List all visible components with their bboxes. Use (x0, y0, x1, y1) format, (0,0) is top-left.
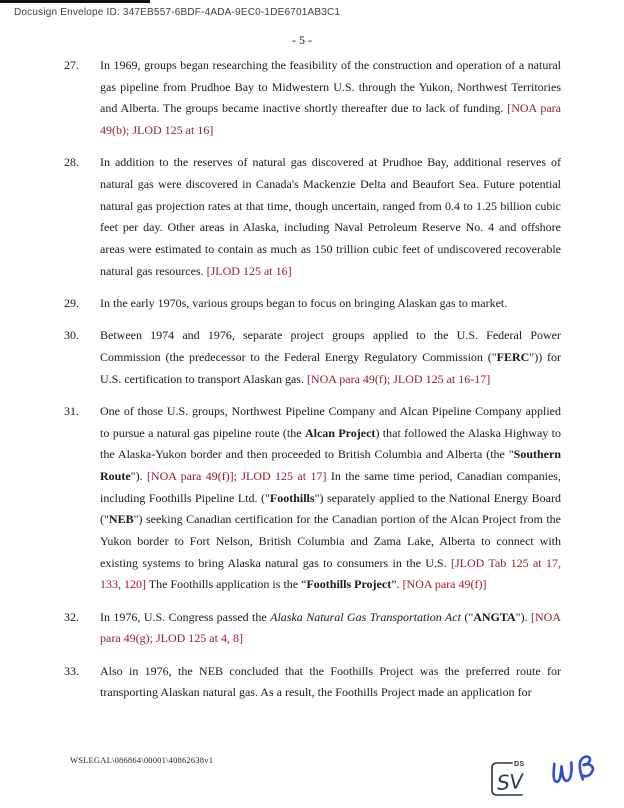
paragraph (64, 55, 561, 142)
text-segment: ”. (391, 577, 403, 592)
text-segment: "). (515, 609, 531, 624)
paragraph (64, 607, 561, 650)
text-segment: ") seeking Canadian certification for the Canadian portion of the Alcan Project from the Yukon border to Fort Nelson, British Columbia and Zama Lake, Alberta to connect with existing systems to bring Alaska natural gas to consumers in the U.S. (100, 512, 561, 570)
text-segment: In the same time period, Canadian companies, including Foothills Pipeline Ltd. (" (100, 468, 561, 505)
paragraph (64, 661, 561, 704)
paragraph-number: 31. (64, 403, 79, 418)
text-segment: ANGTA (473, 609, 516, 624)
initial-b-stroke (579, 756, 594, 779)
handwritten-initials (548, 750, 604, 794)
paragraph (64, 325, 561, 390)
paragraph (64, 293, 561, 315)
paragraph-text (100, 55, 561, 142)
paragraph-number: 32. (64, 609, 79, 624)
text-segment: ) that followed the Alaska Highway to the Alaska-Yukon border and then proceeded to British Columbia and Alberta (the " (100, 425, 561, 462)
text-segment: Foothills (269, 490, 315, 505)
text-segment: (" (460, 609, 474, 624)
text-segment: Southern Route (100, 447, 561, 483)
paragraph (64, 152, 561, 282)
paragraph-number: 28. (64, 155, 79, 170)
text-segment: In 1976, U.S. Congress passed the (100, 609, 271, 624)
text-segment: Between 1974 and 1976, separate project groups applied to the U.S. Federal Power Commission (the predecessor to the Federal Energy Regulatory Commission (" (100, 328, 561, 364)
paragraph-text (100, 661, 561, 704)
document-reference: WSLEGAL\086864\00001\40862638v1 (70, 755, 214, 765)
paragraph-number: 30. (64, 328, 79, 343)
paragraph-number: 29. (64, 296, 79, 311)
paragraph-list (64, 55, 561, 714)
paragraph-text (100, 293, 561, 315)
signature-block (484, 748, 604, 802)
text-segment: In 1969, groups began researching the feasibility of the construction and operation of a natural gas pipeline from Prudhoe Bay to Midwestern U.S. through the Yukon, Northwest Territories and Alberta. The groups became inactive shortly thereafter due to lack of funding. (100, 58, 561, 116)
initial-w-stroke (553, 762, 573, 782)
text-segment: In addition to the reserves of natural gas discovered at Prudhoe Bay, additional reserves of natural gas were discovered in Canada's Mackenzie Delta and Beaufort Sea. Future potential natural gas projection rates at that time, though uncertain, ranged from 0.4 to 1.25 billion cubic feet per day. Other areas in Alaska, including Naval Petroleum Reserve No. 4 and offshore areas were estimated to contain as much as 150 trillion cubic feet of undiscovered recoverable natural gas resources. (100, 155, 561, 278)
paragraph-text (100, 607, 561, 650)
paragraph-text (100, 152, 561, 282)
text-segment: ")) for U.S. certification to transport Alaskan gas. (100, 349, 561, 386)
text-segment: FERC (496, 349, 530, 364)
paragraph-number: 33. (64, 663, 79, 678)
paragraph-text (100, 325, 561, 390)
text-segment: Alcan Project (304, 425, 376, 440)
citation-reference: [JLOD 125 at 16] (206, 263, 292, 278)
text-segment: ") separately applied to the National Energy Board (" (100, 490, 561, 527)
text-segment: "). (130, 468, 147, 483)
text-segment: One of those U.S. groups, Northwest Pipeline Company and Alcan Pipeline Company applied to pursue a natural gas pipeline route (the (100, 403, 561, 440)
stamp-initials-text: SV (496, 769, 525, 795)
citation-reference: [NOA para 49(b); JLOD 125 at 16] (100, 101, 561, 138)
citation-reference: [JLOD Tab 125 at 17, 133, 120] (100, 555, 561, 592)
citation-reference: [NOA para 49(f)] (402, 577, 487, 592)
page-number: - 5 - (292, 33, 312, 47)
docusign-ds-mark: DS (514, 761, 525, 768)
text-segment: Foothills Project (306, 577, 392, 592)
citation-reference: [NOA para 49(g); JLOD 125 at 4, 8] (100, 609, 561, 646)
text-segment: Alaska Natural Gas Transportation Act (270, 609, 461, 624)
docusign-envelope-id: Docusign Envelope ID: 347EB557-6BDF-4ADA-9EC0-1DE6701AB3C1 (14, 7, 341, 18)
paragraph (64, 401, 561, 596)
citation-reference: [NOA para 49(f); JLOD 125 at 16-17] (306, 371, 491, 386)
text-segment: In the early 1970s, various groups began to focus on bringing Alaskan gas to market. (100, 296, 508, 311)
docusign-initials-stamp (484, 748, 546, 802)
text-segment: Also in 1976, the NEB concluded that the Foothills Project was the preferred route for transporting Alaskan natural gas. As a result, the Foothills Project made an application for (100, 663, 561, 700)
text-segment: NEB (108, 512, 134, 527)
scan-artifact (0, 0, 150, 3)
paragraph-text (100, 401, 561, 596)
paragraph-number: 27. (64, 58, 79, 72)
citation-reference: [NOA para 49(f)]; JLOD 125 at 17] (146, 468, 327, 483)
text-segment: The Foothills application is the “ (146, 577, 307, 592)
